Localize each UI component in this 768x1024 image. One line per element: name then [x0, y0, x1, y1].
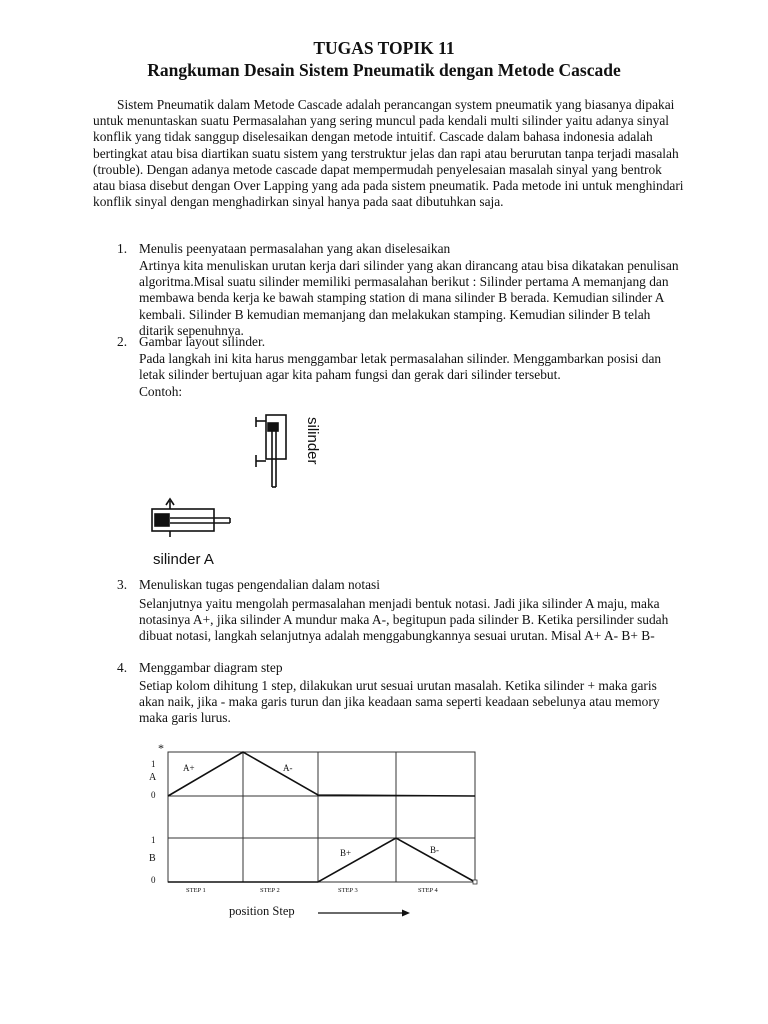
item-1-number: 1. — [117, 241, 128, 256]
cylinder-layout-figure — [140, 405, 340, 575]
step-1-label: STEP 1 — [186, 887, 206, 894]
cylinder-b-signal-line — [168, 838, 475, 882]
label-b-zero: 0 — [151, 875, 156, 885]
label-b-minus: B- — [430, 845, 439, 855]
label-a-one: 1 — [151, 759, 156, 769]
silinder-b-label: silinder — [304, 417, 321, 465]
item-4-number: 4. — [117, 660, 128, 675]
label-a-zero: 0 — [151, 790, 156, 800]
label-b-plus: B+ — [340, 848, 352, 858]
item-2-number: 2. — [117, 334, 128, 349]
cylinder-b-drawing — [256, 415, 286, 487]
item-1-heading: Menulis peenyataan permasalahan yang akan diselesaikan — [139, 241, 451, 256]
example-label: Contoh: — [139, 384, 183, 399]
item-2-heading: Gambar layout silinder. — [139, 334, 266, 349]
label-b-one: 1 — [151, 835, 156, 845]
intro-paragraph: Sistem Pneumatik dalam Metode Cascade adalah perancangan system pneumatik yang biasanya dipakai untuk menuntaskan suatu Permasalahan yang sering muncul pada kendali multi silinder yaitu adanya sinyal konflik yang tidak sanggup diselesaikan dengan metode intuitif. Cascade dalam bahasa indonesia adalah bertingkat atau bisa diartikan suatu sistem yang terstruktur jelas dan rapi atau berurutan tanpa terjadi masalah (trouble). Dengan adanya metode cascade dapat mempermudah penyelesaian masalah sinyal yang bentrok atau biasa disebut dengan Over Lapping yang ada pada sistem pneumatik. Pada metode ini untuk menghindari konflik sinyal dengan menghadirkan sinyal hanya pada saat dibutuhkan saja. — [93, 97, 684, 210]
marker-asterisk: * — [158, 741, 164, 755]
item-3-number: 3. — [117, 577, 128, 592]
position-step-label: position Step — [229, 904, 295, 918]
label-a-plus: A+ — [183, 763, 195, 773]
label-cylinder-a: A — [149, 772, 157, 783]
step-diagram — [140, 740, 500, 925]
item-4-body: Setiap kolom dihitung 1 step, dilakukan urut sesuai urutan masalah. Ketika silinder + maka garis akan naik, jika - maka garis turun dan jika keadaan sama seperti keadaan sebelunya atau memory maka garis lurus. — [139, 678, 660, 726]
document-title: TUGAS TOPIK 11 — [313, 38, 455, 58]
item-1-body: Artinya kita menuliskan urutan kerja dari silinder yang akan dirancang atau bisa dikatakan penulisan algoritma.Misal suatu silinder memiliki permasalahan berikut : Silinder pertama A memanjang dan membawa benda kerja ke bawah stamping station di mana silinder B berada. Kemudian silinder A kembali. Silinder B kemudian memanjang dan melakukan stamping. Kemudian silinder B telah ditarik sepenuhnya. — [139, 258, 679, 338]
item-4-heading: Menggambar diagram step — [139, 660, 283, 675]
step-3-label: STEP 3 — [338, 887, 358, 894]
label-cylinder-b: B — [149, 853, 156, 864]
step-grid — [168, 752, 475, 882]
silinder-a-label: silinder A — [153, 551, 214, 568]
diagram-end-marker — [473, 880, 477, 884]
step-2-label: STEP 2 — [260, 887, 280, 894]
label-a-minus: A- — [283, 763, 293, 773]
step-4-label: STEP 4 — [418, 887, 438, 894]
cylinder-a-drawing — [152, 499, 230, 537]
document-subtitle: Rangkuman Desain Sistem Pneumatik dengan Metode Cascade — [147, 60, 621, 80]
position-arrow-head — [402, 910, 410, 917]
item-2-body: Pada langkah ini kita harus menggambar letak permasalahan silinder. Menggambarkan posisi dan letak silinder bertujuan agar kita paham fungsi dan gerak dari silinder tersebut. — [139, 351, 662, 383]
cylinder-a-signal-line — [168, 752, 475, 796]
item-3-heading: Menuliskan tugas pengendalian dalam notasi — [139, 577, 380, 592]
item-3-body: Selanjutnya yaitu mengolah permasalahan menjadi bentuk notasi. Jadi jika silinder A maju, maka notasinya A+, jika silinder A mundur maka A-, begitupun pada silinder B. Ketika persilinder sudah dibuat notasi, langkah selanjutnya adalah menggabungkannya sesuai urutan. Misal A+ A- B+ B- — [139, 596, 669, 644]
